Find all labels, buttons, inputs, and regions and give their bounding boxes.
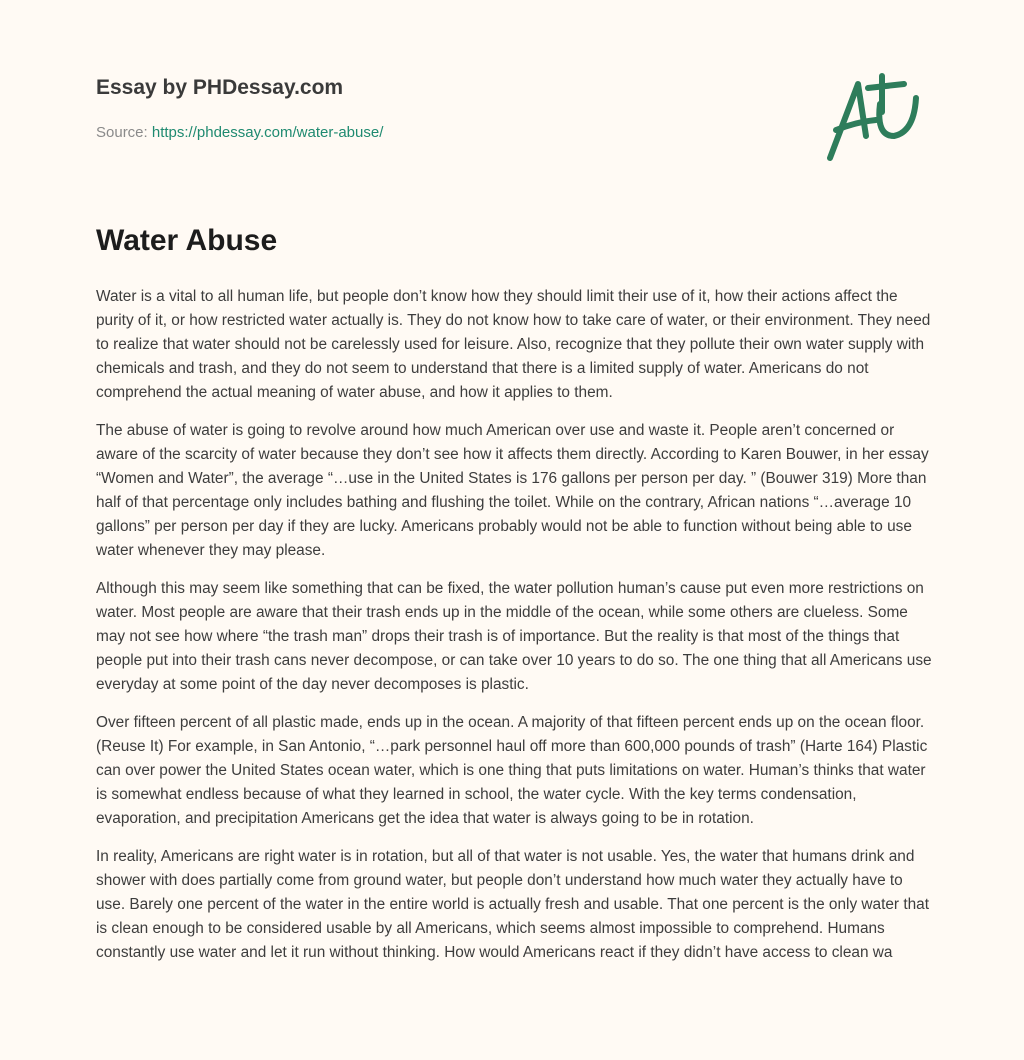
a-plus-logo (818, 66, 928, 166)
source-line (96, 124, 383, 141)
site-brand: Essay by PHDessay.com (96, 76, 344, 99)
paragraph: In reality, Americans are right water is in rotation, but all of that water is not usable. Yes, the water that humans drink and shower with does partially come from ground water, but people don’t understand how much water they actually have to use. Barely one percent of the water in the entire world is actually fresh and usable. That one percent is the only water that is clean enough to be considered usable by all Americans, which seems almost impossible to comprehend. Humans constantly use water and let it run without thinking. How would Americans react if they didn’t have access to clean wa (96, 848, 929, 961)
essay-body (96, 285, 932, 979)
paragraph: Water is a vital to all human life, but people don’t know how they should limit their use of it, how their actions affect the purity of it, or how restricted water actually is. They do not know how to take care of water, or their environment. They need to realize that water should not be carelessly used for leisure. Also, recognize that they pollute their own water supply with chemicals and trash, and they do not seem to understand that there is a limited supply of water. Americans do not comprehend the actual meaning of water abuse, and how it applies to them. (96, 288, 931, 401)
essay-title: Water Abuse (96, 224, 278, 257)
paragraph: Although this may seem like something that can be fixed, the water pollution human’s cause put even more restrictions on water. Most people are aware that their trash ends up in the middle of the ocean, while some others are clueless. Some may not see how where “the trash man” drops their trash is of importance. But the reality is that most of the things that people put into their trash cans never decompose, or can take over 10 years to do so. The one thing that all Americans use everyday at some point of the day never decomposes is plastic. (96, 580, 932, 693)
paragraph: The abuse of water is going to revolve around how much American over use and waste it. People aren’t concerned or aware of the scarcity of water because they don’t see how it affects them directly. According to Karen Bouwer, in her essay “Women and Water”, the average “…use in the United States is 176 gallons per person per day. ” (Bouwer 319) More than half of that percentage only includes bathing and flushing the toilet. While on the contrary, African nations “…average 10 gallons” per person per day if they are lucky. Americans probably would not be able to function without being able to use water whenever they may please. (96, 422, 929, 559)
source-link[interactable]: https://phdessay.com/water-abuse/ (151, 124, 384, 141)
paragraph: Over fifteen percent of all plastic made, ends up in the ocean. A majority of that fifteen percent ends up on the ocean floor. (Reuse It) For example, in San Antonio, “…park personnel haul off more than 600,000 pounds of trash” (Harte 164) Plastic can over power the United States ocean water, which is one thing that puts limitations on water. Human’s thinks that water is somewhat endless because of what they learned in school, the water cycle. With the key terms condensation, evaporation, and precipitation Americans get the idea that water is always going to be in rotation. (96, 714, 928, 827)
source-label: Source: (96, 124, 152, 141)
